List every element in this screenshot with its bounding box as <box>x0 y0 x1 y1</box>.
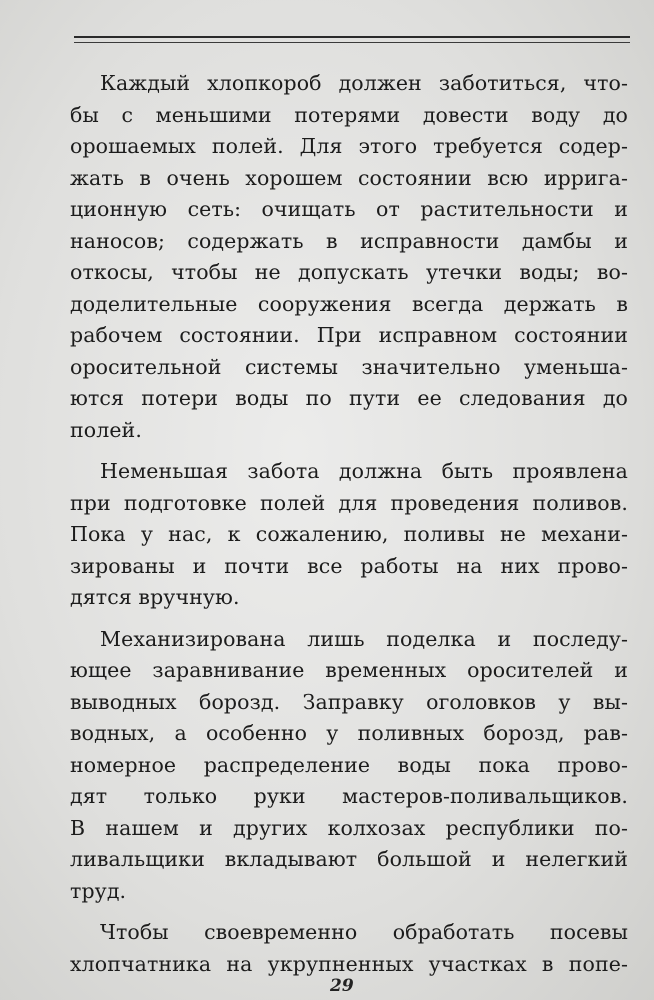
text-line: В нашем и других колхозах республики по- <box>70 815 628 840</box>
text-line: орошаемых полей. Для этого требуется содер- <box>70 134 628 158</box>
page-number: 29 <box>330 976 354 996</box>
text-line: рабочем состоянии. При исправном состоянии <box>70 323 628 347</box>
text-line: зированы и почти все работы на них прово- <box>70 553 628 578</box>
text-line: дят только руки мастеров-поливальщиков. <box>70 784 628 808</box>
paragraph <box>70 68 628 446</box>
paragraph <box>70 624 628 908</box>
text-line: Чтобы своевременно обработать посевы <box>100 920 628 944</box>
header-rule-thin <box>74 42 630 43</box>
text-line: труд. <box>70 878 127 903</box>
text-line: Механизирована лишь поделка и последу- <box>100 626 628 651</box>
text-line: номерное распределение воды пока прово- <box>70 752 628 777</box>
text-line: жать в очень хорошем состоянии всю ирригa- <box>70 165 628 190</box>
header-rule-thick <box>74 36 630 38</box>
text-line: ющее заравнивание временных оросителей и <box>70 658 628 682</box>
text-line: доделительные сооружения всегда держать в <box>70 291 628 316</box>
text-line: ционную сеть: очищать от растительности и <box>70 197 628 221</box>
text-line: полей. <box>70 417 142 442</box>
text-line: хлопчатника на укрупненных участках в попе- <box>70 951 628 976</box>
paragraph <box>70 917 628 980</box>
text-line: ются потери воды по пути ее следования до <box>70 386 628 410</box>
text-line: ливальщики вкладывают большой и нелегкий <box>70 847 628 871</box>
text-line: Каждый хлопкороб должен заботиться, что- <box>100 71 628 95</box>
text-line: оросительной системы значительно уменьша- <box>70 354 628 379</box>
text-line: откосы, чтобы не допускать утечки воды; во- <box>70 260 628 284</box>
text-line: Пока у нас, к сожалению, поливы не механи- <box>70 522 628 546</box>
text-line: при подготовке полей для проведения поливов. <box>70 490 628 515</box>
paragraph <box>70 456 628 614</box>
text-line: водных, а особенно у поливных борозд, рав- <box>70 721 628 745</box>
text-line: наносов; содержать в исправности дамбы и <box>70 228 628 253</box>
text-line: дятся вручную. <box>70 585 240 609</box>
text-line: Неменьшая забота должна быть проявлена <box>100 459 628 483</box>
body-text <box>70 68 628 980</box>
text-line: бы с меньшими потерями довести воду до <box>70 102 628 127</box>
text-line: выводных борозд. Заправку оголовков у вы- <box>70 689 628 714</box>
